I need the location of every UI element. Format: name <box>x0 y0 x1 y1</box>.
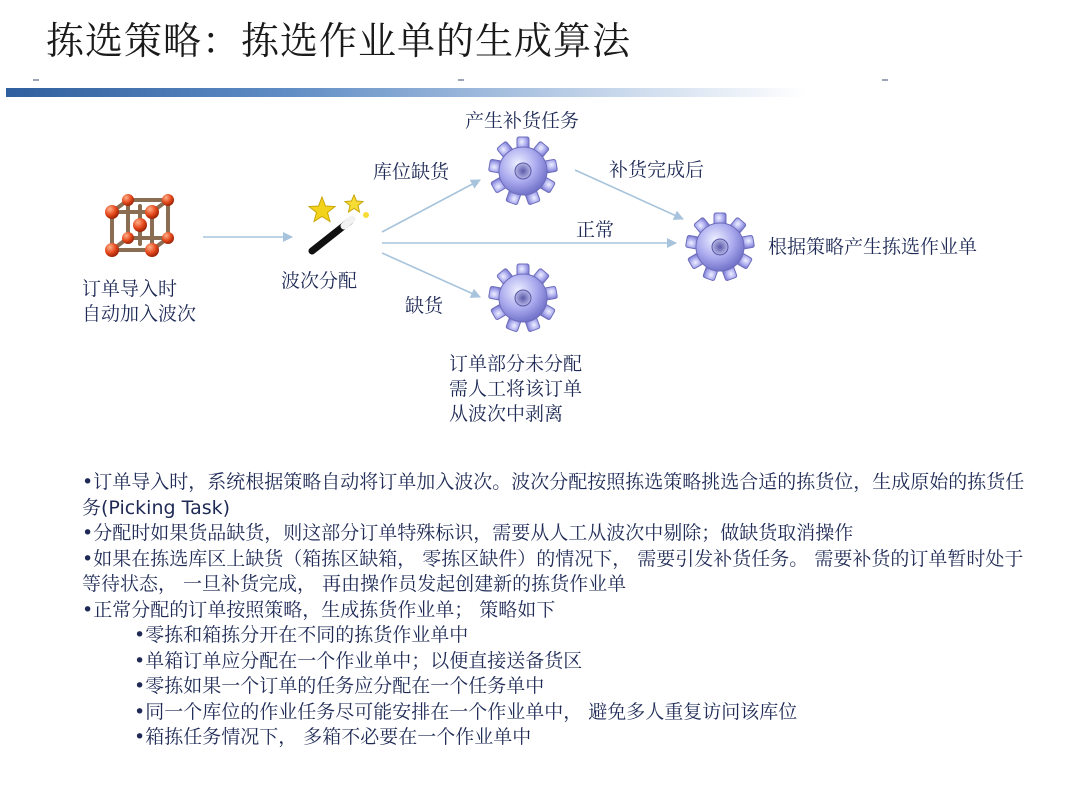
note-subitem: •单箱订单应分配在一个作业单中；以便直接送备货区 <box>134 649 583 672</box>
edge-shortage-label: 缺货 <box>405 295 444 317</box>
note-subitem: •零拣如果一个订单的任务应分配在一个任务单中 <box>134 675 545 697</box>
note-item: •如果在拣选库区上缺货（箱拣区缺箱， 零拣区缺件）的情况下， 需要引发补货任务。 需要补货的订单暂时处于等待状态， 一旦补货完成， 再由操作员发起创建新的拣货作业单 <box>82 547 1024 595</box>
node-order-import-label: 订单导入时 自动加入波次 <box>82 278 197 325</box>
note-subitem: •箱拣任务情况下， 多箱不必要在一个作业单中 <box>134 726 532 748</box>
gear-icon <box>684 211 756 283</box>
note-subitem: •零拣和箱拣分开在不同的拣货作业单中 <box>134 624 469 646</box>
note-subitem: •同一个库位的作业任务尽可能安排在一个作业单中， 避免多人重复访问该库位 <box>134 700 798 723</box>
node-create-pick-order-label: 根据策略产生拣选作业单 <box>768 236 978 258</box>
molecule-cube-icon <box>100 192 180 262</box>
arrow-wave-to-shortage <box>382 253 480 297</box>
node-replenish-task-label: 产生补货任务 <box>465 110 580 132</box>
note-item: •正常分配的订单按照策略，生成拣货作业单； 策略如下 <box>82 598 556 621</box>
edge-location-shortage-label: 库位缺货 <box>373 161 450 183</box>
notes-list <box>82 470 1042 751</box>
gear-icon <box>487 135 559 207</box>
edge-after-replenish-label: 补货完成后 <box>609 159 705 181</box>
magic-wand-icon <box>300 193 382 261</box>
arrow-wave-to-replenish <box>382 180 480 232</box>
node-shortage-label: 订单部分未分配 需人工将该订单 从波次中剥离 <box>449 353 583 425</box>
slide-title: 拣选策略：拣选作业单的生成算法 <box>46 19 632 63</box>
note-item: •分配时如果货品缺货，则这部分订单特殊标识，需要从人工从波次中剔除；做缺货取消操作 <box>82 522 854 544</box>
note-item: •订单导入时，系统根据策略自动将订单加入波次。波次分配按照拣选策略挑选合适的拣货位，生成原始的拣货任务(Picking Task) <box>82 471 1025 519</box>
edge-normal-label: 正常 <box>576 219 615 241</box>
node-wave-allocation-label: 波次分配 <box>281 270 358 292</box>
gear-icon <box>487 262 559 334</box>
